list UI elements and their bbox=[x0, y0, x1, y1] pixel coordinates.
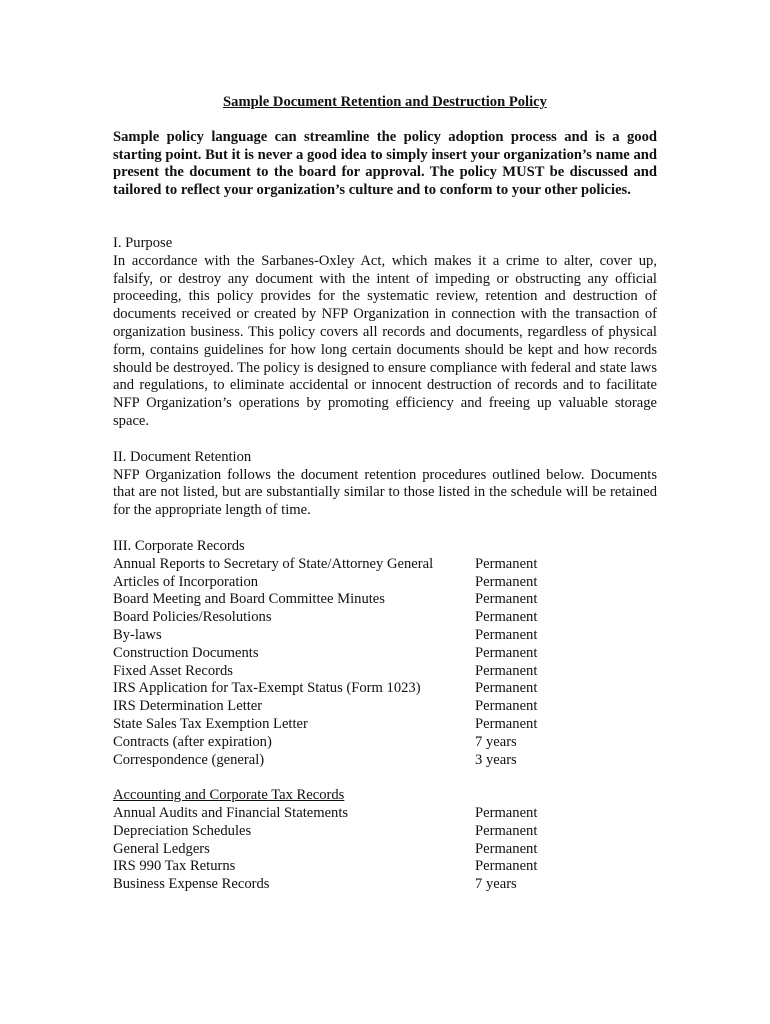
table-row bbox=[113, 716, 657, 734]
record-name: Business Expense Records bbox=[113, 876, 270, 893]
retention-period: 7 years bbox=[475, 733, 517, 750]
retention-period: Permanent bbox=[475, 573, 538, 590]
retention-period: Permanent bbox=[475, 805, 538, 822]
retention-period: Permanent bbox=[475, 609, 538, 626]
record-name: IRS Determination Letter bbox=[113, 698, 263, 715]
record-name: Fixed Asset Records bbox=[113, 662, 233, 679]
table-row bbox=[113, 627, 657, 645]
record-name: IRS 990 Tax Returns bbox=[113, 858, 236, 875]
retention-period: Permanent bbox=[475, 840, 538, 857]
table-row bbox=[113, 805, 657, 823]
record-name: Correspondence (general) bbox=[113, 751, 265, 768]
spacer bbox=[113, 431, 657, 449]
corporate-records-table bbox=[113, 556, 657, 770]
retention-period: Permanent bbox=[475, 626, 538, 643]
retention-period: Permanent bbox=[475, 680, 538, 697]
record-name: Board Policies/Resolutions bbox=[113, 609, 272, 626]
retention-period: Permanent bbox=[475, 715, 538, 732]
purpose-heading: I. Purpose bbox=[113, 234, 173, 251]
retention-period: Permanent bbox=[475, 662, 538, 679]
record-name: Contracts (after expiration) bbox=[113, 733, 272, 750]
table-row bbox=[113, 876, 657, 894]
table-row bbox=[113, 609, 657, 627]
retention-period: Permanent bbox=[475, 555, 538, 572]
retention-period: Permanent bbox=[475, 822, 538, 839]
retention-period: Permanent bbox=[475, 591, 538, 608]
spacer bbox=[113, 200, 657, 235]
spacer bbox=[113, 520, 657, 538]
record-name: IRS Application for Tax-Exempt Status (Form 1023) bbox=[113, 680, 421, 697]
table-row bbox=[113, 841, 657, 859]
retention-period: 7 years bbox=[475, 876, 517, 893]
table-row bbox=[113, 680, 657, 698]
retention-heading: II. Document Retention bbox=[113, 448, 252, 465]
record-name: Articles of Incorporation bbox=[113, 573, 259, 590]
table-row bbox=[113, 698, 657, 716]
corporate-records-heading: III. Corporate Records bbox=[113, 537, 245, 554]
table-row bbox=[113, 752, 657, 770]
retention-period: Permanent bbox=[475, 644, 538, 661]
table-row bbox=[113, 645, 657, 663]
record-name: Construction Documents bbox=[113, 644, 259, 661]
retention-period: Permanent bbox=[475, 858, 538, 875]
purpose-paragraph: In accordance with the Sarbanes-Oxley Act, which makes it a crime to alter, cover up, falsify, or destroy any document with the intent of impeding or obstructing any official proceeding, this policy provides for the systematic review, retention and destruction of documents received or created by NFP Organization in connection with the transaction of organization business. This policy covers all records and documents, regardless of physical form, contains guidelines for how long certain documents should be kept and how records should be destroyed. The policy is designed to ensure compliance with federal and state laws and regulations, to eliminate accidental or innocent destruction of records and to facilitate NFP Organization’s operations by promoting efficiency and freeing up valuable storage space. bbox=[113, 252, 657, 429]
intro-paragraph: Sample policy language can streamline the policy adoption process and is a good starting point. But it is never a good idea to simply insert your organization’s name and present the document to the board for approval. The policy MUST be discussed and tailored to reflect your organization’s culture and to conform to your other policies. bbox=[113, 128, 657, 199]
record-name: Board Meeting and Board Committee Minutes bbox=[113, 591, 385, 608]
table-row bbox=[113, 823, 657, 841]
document-title: Sample Document Retention and Destruction Policy bbox=[223, 94, 547, 110]
record-name: Depreciation Schedules bbox=[113, 822, 252, 839]
retention-period: Permanent bbox=[475, 698, 538, 715]
record-name: General Ledgers bbox=[113, 840, 210, 857]
accounting-records-table bbox=[113, 805, 657, 894]
record-name: Annual Audits and Financial Statements bbox=[113, 805, 349, 822]
table-row bbox=[113, 556, 657, 574]
table-row bbox=[113, 858, 657, 876]
accounting-records-heading: Accounting and Corporate Tax Records bbox=[113, 787, 345, 804]
document-page bbox=[113, 94, 657, 894]
table-row bbox=[113, 574, 657, 592]
record-name: By-laws bbox=[113, 626, 162, 643]
table-row bbox=[113, 591, 657, 609]
record-name: Annual Reports to Secretary of State/Attorney General bbox=[113, 555, 434, 572]
table-row bbox=[113, 734, 657, 752]
spacer bbox=[113, 769, 657, 787]
table-row bbox=[113, 663, 657, 681]
retention-paragraph: NFP Organization follows the document retention procedures outlined below. Documents that are not listed, but are substantially similar to those listed in the schedule will be retained for the appropriate length of time. bbox=[113, 466, 657, 519]
record-name: State Sales Tax Exemption Letter bbox=[113, 715, 308, 732]
retention-period: 3 years bbox=[475, 751, 517, 768]
